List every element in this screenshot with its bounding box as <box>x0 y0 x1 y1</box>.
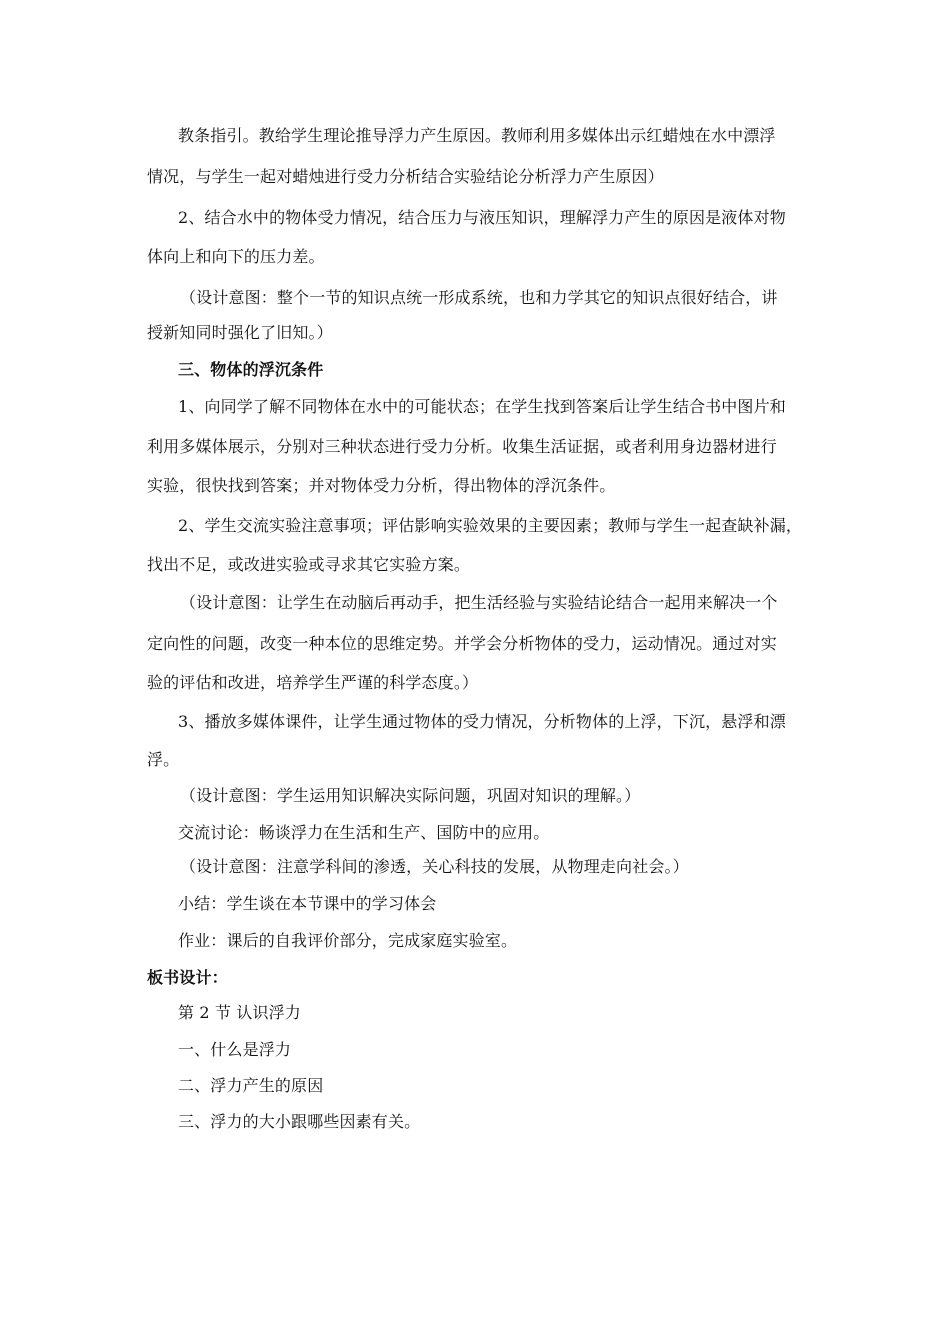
text-line: 1、向同学了解不同物体在水中的可能状态；在学生找到答案后让学生结合书中图片和 <box>178 397 786 416</box>
text-line: 教条指引。教给学生理论推导浮力产生原因。教师利用多媒体出示红蜡烛在水中漂浮 <box>178 126 776 145</box>
text-line: 实验，很快找到答案；并对物体受力分析，得出物体的浮沉条件。 <box>147 476 616 495</box>
homework-line: 作业：课后的自我评价部分，完成家庭实验室。 <box>178 931 518 950</box>
design-intent-line: （设计意图：让学生在动脑后再动手，把生活经验与实验结论结合一起用来解决一个 <box>180 593 778 612</box>
text-line: 授新知同时强化了旧知。） <box>147 323 333 342</box>
summary-line: 小结：学生谈在本节课中的学习体会 <box>178 894 437 913</box>
design-intent-line: （设计意图：注意学科间的渗透，关心科技的发展，从物理走向社会。） <box>180 857 689 876</box>
text-line: 浮。 <box>147 750 180 769</box>
text-line: 情况，与学生一起对蜡烛进行受力分析结合实验结论分析浮力产生原因） <box>147 167 664 186</box>
text-line: 体向上和向下的压力差。 <box>147 247 325 266</box>
section-heading: 三、物体的浮沉条件 <box>178 360 324 379</box>
board-line: 一、什么是浮力 <box>178 1040 292 1059</box>
text-line: 2、学生交流实验注意事项；评估影响实验效果的主要因素；教师与学生一起查缺补漏， <box>178 516 803 535</box>
board-line: 第 2 节 认识浮力 <box>178 1003 301 1022</box>
text-line: 3、播放多媒体课件，让学生通过物体的受力情况，分析物体的上浮，下沉，悬浮和漂 <box>178 712 786 731</box>
board-line: 三、浮力的大小跟哪些因素有关。 <box>178 1112 421 1131</box>
design-intent-line: （设计意图：整个一节的知识点统一形成系统，也和力学其它的知识点很好结合，讲 <box>180 288 778 307</box>
text-line: 验的评估和改进，培养学生严谨的科学态度。） <box>147 673 479 692</box>
design-intent-line: （设计意图：学生运用知识解决实际问题，巩固对知识的理解。） <box>180 786 641 805</box>
text-line: 2、结合水中的物体受力情况，结合压力与液压知识，理解浮力产生的原因是液体对物 <box>178 208 786 227</box>
board-line: 二、浮力产生的原因 <box>178 1076 324 1095</box>
text-line: 利用多媒体展示，分别对三种状态进行受力分析。收集生活证据，或者利用身边器材进行 <box>147 437 777 456</box>
board-design-heading: 板书设计： <box>147 968 228 987</box>
text-line: 定向性的问题，改变一种本位的思维定势。并学会分析物体的受力，运动情况。通过对实 <box>147 634 777 653</box>
text-line: 交流讨论：畅谈浮力在生活和生产、国防中的应用。 <box>178 823 550 842</box>
text-line: 找出不足，或改进实验或寻求其它实验方案。 <box>147 555 471 574</box>
